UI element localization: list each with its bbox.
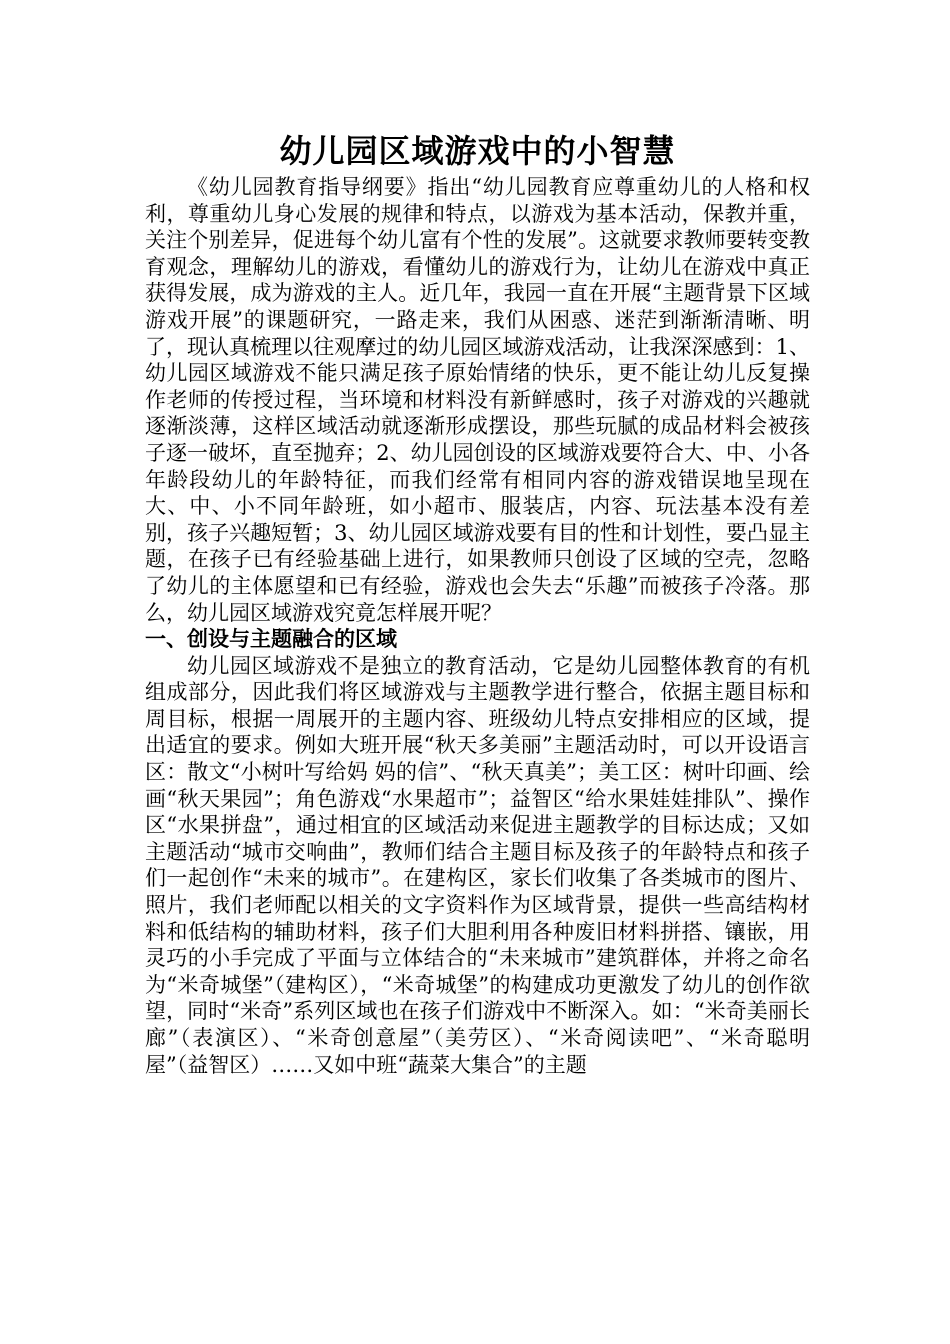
section-paragraph: 幼儿园区域游戏不是独立的教育活动，它是幼儿园整体教育的有机组成部分，因此我们将区域游戏与主题教学进行整合，依据主题目标和周目标，根据一周展开的主题内容、班级幼儿特点安排相应的区域，提出适宜的要求。例如大班开展“秋天多美丽”主题活动时，可以开设语言区：散文“小树叶写给妈 妈的信”、“秋天真美”；美工区：树叶印画、绘画“秋天果园”；角色游戏“水果超市”；益智区“给水果娃娃排队”、操作区“水果拼盘”，通过相宜的区域活动来促进主题教学的目标达成；又如主题活动“城市交响曲”，教师们结合主题目标及孩子的年龄特点和孩子们一起创作“未来的城市”。在建构区，家长们收集了各类城市的图片、照片，我们老师配以相关的文字资料作为区域背景，提供一些高结构材料和低结构的辅助材料，孩子们大胆利用各种废旧材料拼搭、镶嵌，用灵巧的小手完成了平面与立体结合的“未来城市”建筑群体，并将之命名为“米奇城堡”（建构区），“米奇城堡”的构建成功更激发了幼儿的创作欲望，同时“米奇”系列区域也在孩子们游戏中不断深入。如：“米奇美丽长廊”（表演区）、“米奇创意屋”（美劳区）、“米奇阅读吧”、“米奇聪明屋”（益智区）……又如中班“蔬菜大集合”的主题 [145,653,810,1077]
document-page [145,128,810,1078]
section-heading: 一、创设与主题融合的区域 [145,626,397,652]
intro-paragraph: 《幼儿园教育指导纲要》指出“幼儿园教育应尊重幼儿的人格和权利，尊重幼儿身心发展的规律和特点，以游戏为基本活动，保教并重，关注个别差异，促进每个幼儿富有个性的发展”。这就要求教师要转变教育观念，理解幼儿的游戏，看懂幼儿的游戏行为，让幼儿在游戏中真正获得发展，成为游戏的主人。近几年，我园一直在开展“主题背景下区域游戏开展”的课题研究，一路走来，我们从困惑、迷茫到渐渐清晰、明了，现认真梳理以往观摩过的幼儿园区域游戏活动，让我深深感到：1、幼儿园区域游戏不能只满足孩子原始情绪的快乐，更不能让幼儿反复操作老师的传授过程，当环境和材料没有新鲜感时，孩子对游戏的兴趣就逐渐淡薄，这样区域活动就逐渐形成摆设，那些玩腻的成品材料会被孩子逐一破坏，直至抛弃；2、幼儿园创设的区域游戏要符合大、中、小各年龄段幼儿的年龄特征，而我们经常有相同内容的游戏错误地呈现在大、中、小不同年龄班，如小超市、服装店，内容、玩法基本没有差别，孩子兴趣短暂；3、幼儿园区域游戏要有目的性和计划性，要凸显主题，在孩子已有经验基础上进行，如果教师只创设了区域的空壳，忽略了幼儿的主体愿望和已有经验，游戏也会失去“乐趣”而被孩子冷落。那么，幼儿园区域游戏究竟怎样展开呢？ [145,175,810,625]
document-title: 幼儿园区域游戏中的小智慧 [279,132,676,170]
